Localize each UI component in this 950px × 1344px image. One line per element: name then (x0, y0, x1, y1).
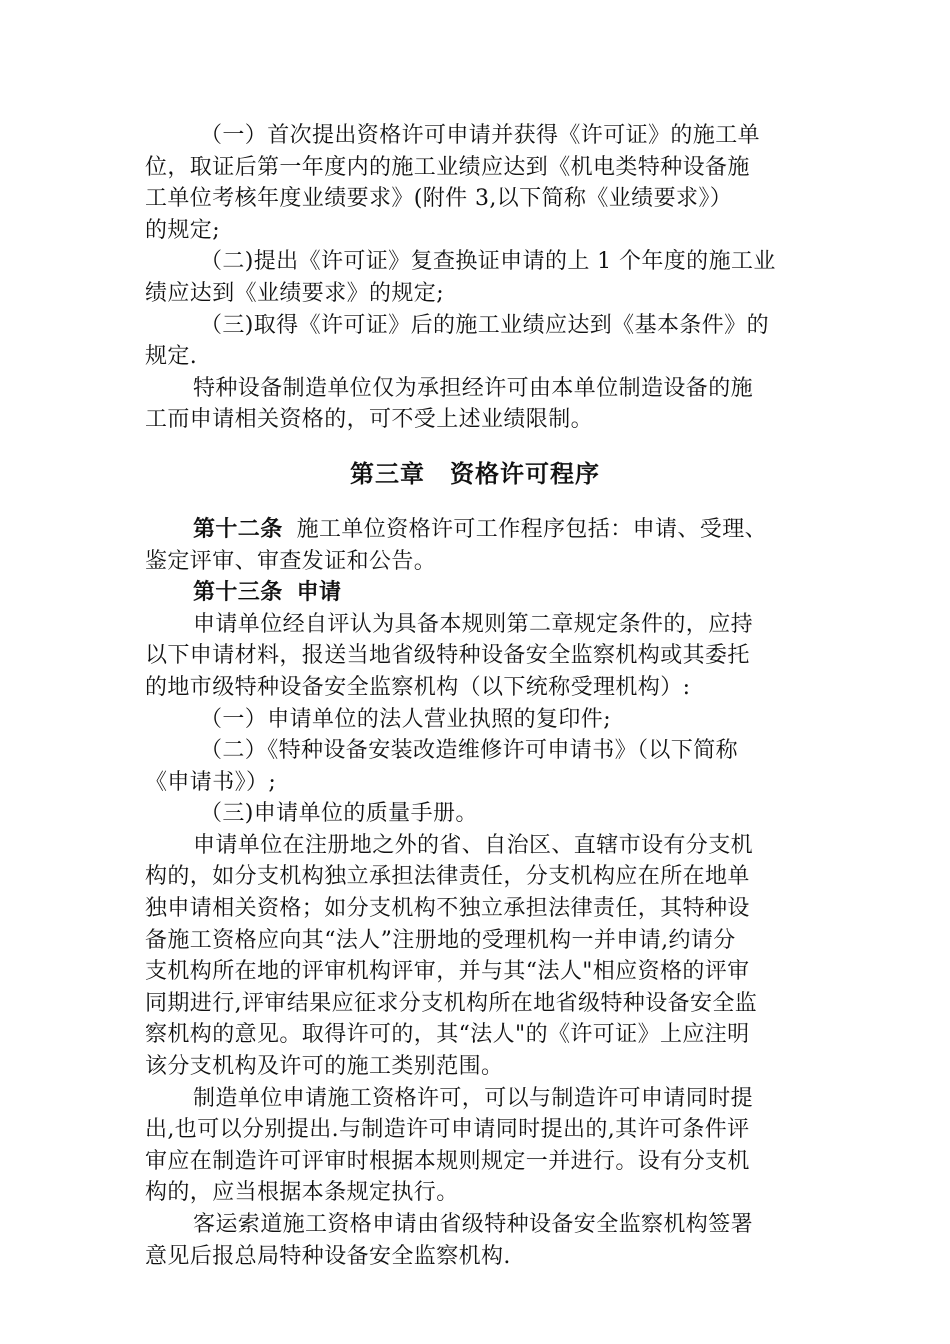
article12-line2: 鉴定评审、审查发证和公告。 (145, 548, 437, 574)
ropeway-line2: 意见后报总局特种设备安全监察机构. (145, 1243, 511, 1269)
branch-line8: 该分支机构及许可的施工类别范围。 (145, 1054, 504, 1080)
article13-intro-line2: 以下申请材料，报送当地省级特种设备安全监察机构或其委托 (145, 643, 750, 669)
article13-item3: （三)申请单位的质量手册。 (200, 801, 478, 827)
article13-item1: （一）申请单位的法人营业执照的复印件; (200, 706, 612, 732)
item1-line2: 位，取证后第一年度内的施工业绩应达到《机电类特种设备施 (145, 154, 750, 180)
article13-item2-line1: （二）《特种设备安装改造维修许可申请书》（以下简称 (200, 738, 739, 764)
note-line2: 工而申请相关资格的，可不受上述业绩限制。 (145, 407, 594, 433)
article12-text: 施工单位资格许可工作程序包括：申请、受理、 (296, 516, 768, 542)
article13-item2-line2: 《申请书》）; (145, 769, 277, 795)
chapter-title: 第三章 资格许可程序 (350, 459, 600, 488)
ropeway-line1: 客运索道施工资格申请由省级特种设备安全监察机构签署 (193, 1212, 754, 1237)
item1-line3: 工单位考核年度业绩要求》(附件 3,以下简称《业绩要求》） (145, 186, 733, 212)
branch-line7: 察机构的意见。取得许可的，其“法人"的《许可证》上应注明 (145, 1022, 750, 1048)
branch-line1: 申请单位在注册地之外的省、自治区、直辖市设有分支机 (193, 832, 754, 858)
branch-line2: 构的，如分支机构独立承担法律责任，分支机构应在所在地单 (145, 864, 750, 890)
branch-line4: 备施工资格应向其“法人”注册地的受理机构一并申请,约请分 (145, 927, 736, 953)
article13-intro-line3: 的地市级特种设备安全监察机构（以下统称受理机构）: (145, 674, 691, 700)
article12-label: 第十二条 (193, 516, 283, 542)
manufacturer-line2: 出,也可以分别提出.与制造许可申请同时提出的,其许可条件评 (145, 1117, 750, 1143)
article13-subtitle: 申请 (296, 580, 342, 606)
branch-line3: 独申请相关资格；如分支机构不独立承担法律责任，其特种设 (145, 896, 750, 922)
manufacturer-line1: 制造单位申请施工资格许可，可以与制造许可申请同时提 (193, 1085, 754, 1111)
branch-line5: 支机构所在地的评审机构评审，并与其“法人"相应资格的评审 (145, 959, 750, 985)
branch-line6: 同期进行,评审结果应征求分支机构所在地省级特种设备安全监 (145, 990, 758, 1016)
item1-line1: （一）首次提出资格许可申请并获得《许可证》的施工单 (200, 123, 761, 148)
article12-line1 (145, 514, 805, 546)
article13-heading (145, 577, 805, 609)
item1-line4: 的规定; (145, 217, 221, 243)
article13-intro-line1: 申请单位经自评认为具备本规则第二章规定条件的，应持 (193, 611, 754, 637)
item2-line1: （二)提出《许可证》复查换证申请的上 1 个年度的施工业 (200, 249, 776, 275)
manufacturer-line3: 审应在制造许可评审时根据本规则规定一并进行。设有分支机 (145, 1148, 750, 1174)
item3-line1: （三)取得《许可证》后的施工业绩应达到《基本条件》的 (200, 312, 769, 338)
note-line1: 特种设备制造单位仅为承担经许可由本单位制造设备的施 (193, 375, 754, 401)
document-page (145, 120, 805, 1272)
item3-line2: 规定. (145, 344, 198, 370)
item2-line2: 绩应达到《业绩要求》的规定; (145, 280, 445, 306)
article13-label: 第十三条 (193, 580, 283, 606)
manufacturer-line4: 构的，应当根据本条规定执行。 (145, 1180, 459, 1206)
